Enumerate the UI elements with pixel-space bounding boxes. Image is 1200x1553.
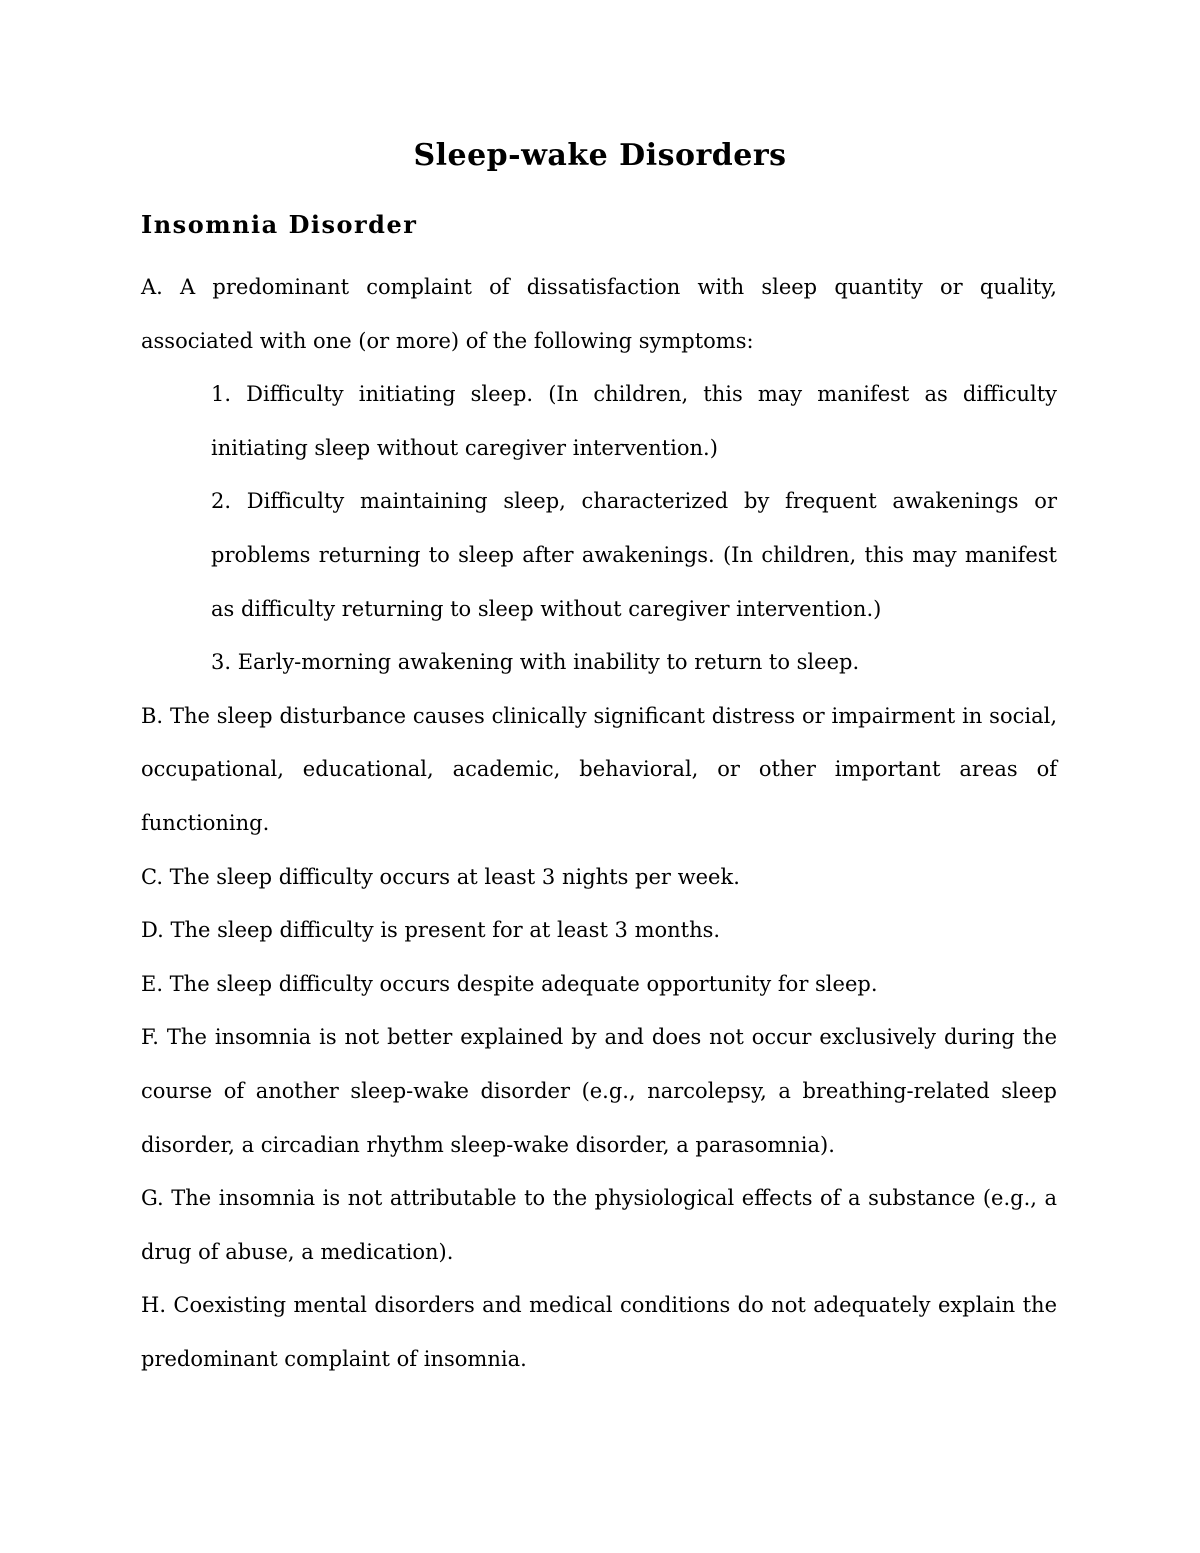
criterion-g: G. The insomnia is not attributable to the physiological effects of a substance (e.g., a drug of abuse, a medication).: [141, 1186, 1057, 1264]
document-title: Sleep-wake Disorders: [413, 138, 787, 173]
criterion-a-symptom-3: 3. Early-morning awakening with inability to return to sleep.: [211, 650, 860, 675]
criterion-e: E. The sleep difficulty occurs despite adequate opportunity for sleep.: [141, 971, 878, 996]
criterion-a-symptom-1: 1. Difficulty initiating sleep. (In children, this may manifest as difficulty initiating sleep without caregiver intervention.): [211, 382, 1057, 460]
criterion-c: C. The sleep difficulty occurs at least 3 nights per week.: [141, 864, 740, 889]
criterion-a-symptom-2: 2. Difficulty maintaining sleep, characterized by frequent awakenings or problems returning to sleep after awakenings. (In children, this may manifest as difficulty returning to sleep without caregiver intervention.): [211, 489, 1057, 621]
criterion-f: F. The insomnia is not better explained by and does not occur exclusively during the course of another sleep-wake disorder (e.g., narcolepsy, a breathing-related sleep disorder, a circadian rhythm sleep-wake disorder, a parasomnia).: [141, 1025, 1057, 1157]
criterion-a: A. A predominant complaint of dissatisfaction with sleep quantity or quality, associated with one (or more) of the following symptoms:: [141, 275, 1057, 353]
criteria-body: [141, 261, 1057, 1386]
criterion-d: D. The sleep difficulty is present for at least 3 months.: [141, 918, 721, 943]
criterion-h: H. Coexisting mental disorders and medical conditions do not adequately explain the predominant complaint of insomnia.: [141, 1293, 1057, 1371]
section-heading: Insomnia Disorder: [141, 210, 418, 239]
criterion-b: B. The sleep disturbance causes clinically significant distress or impairment in social, occupational, educational, academic, behavioral, or other important areas of functioning.: [141, 703, 1057, 835]
